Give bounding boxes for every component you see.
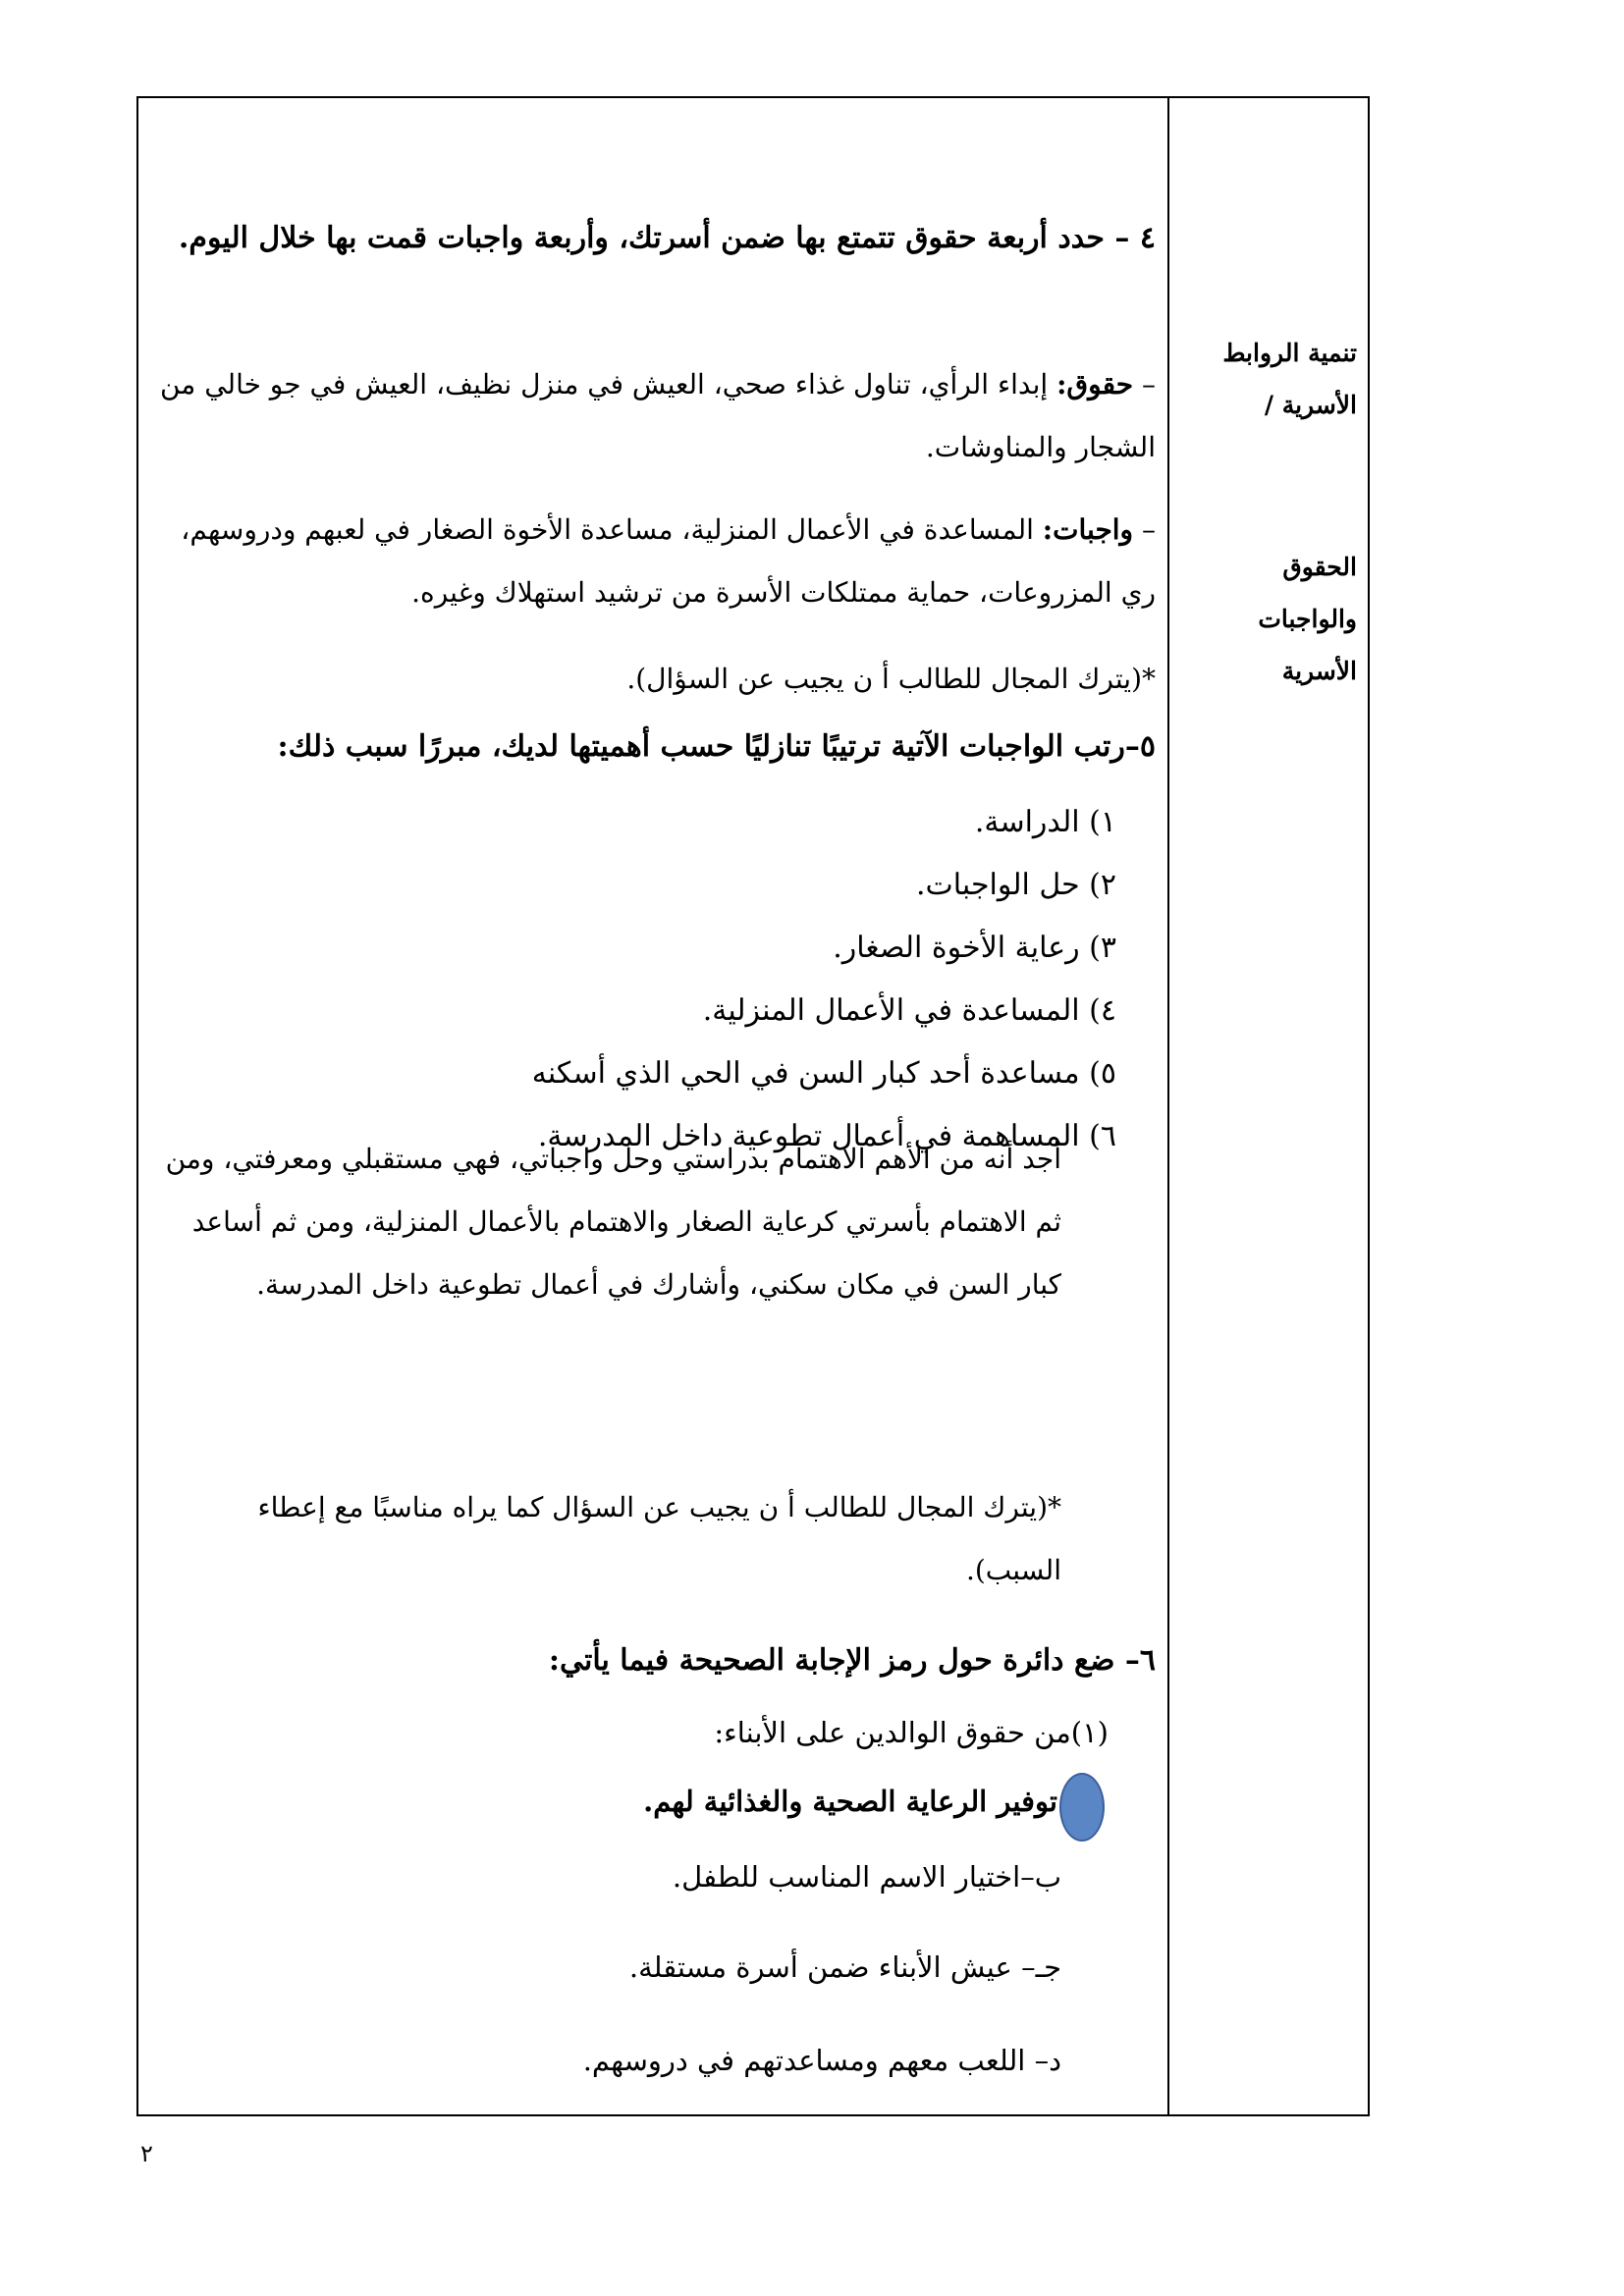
list-item: ٥) مساعدة أحد كبار السن في الحي الذي أسكنه [531, 1056, 1116, 1091]
subtopic-line: الأسرية [1281, 657, 1357, 685]
dash-marker: – [1133, 368, 1156, 400]
rights-text: إبداء الرأي، تناول غذاء صحي، العيش في منزل نظيف، العيش في جو خالي من الشجار والمناوشات. [159, 368, 1156, 463]
subtopic-line: والواجبات [1258, 605, 1357, 633]
option-d: د– اللعب معهم ومساعدتهم في دروسهم. [582, 2044, 1061, 2077]
q5-answer: أجد أنه من الأهم الاهتمام بدراستي وحل واجباتي، فهي مستقبلي ومعرفتي، ومن ثم الاهتمام بأسرتي كرعاية الصغار والاهتمام بالأعمال المنزلية، ومن ثم أساعد كبار السن في مكان سكني، وأشارك في أعمال تطوعية داخل المدرسة. [165, 1143, 1061, 1301]
list-item: ٢) حل الواجبات. [916, 868, 1116, 902]
topic-column [1171, 98, 1368, 2114]
answer-column [158, 98, 1156, 2114]
duties-text: المساعدة في الأعمال المنزلية، مساعدة الأخوة الصغار في لعبهم ودروسهم، ري المزروعات، حماية ممتلكات الأسرة من ترشيد استهلاك وغيره. [181, 513, 1156, 609]
list-item: ٤) المساعدة في الأعمال المنزلية. [702, 993, 1116, 1028]
list-item: ٣) رعاية الأخوة الصغار. [833, 931, 1116, 965]
q4-note: *(يترك المجال للطالب أ ن يجيب عن السؤال). [626, 663, 1156, 695]
option-a: توفير الرعاية الصحية والغذائية لهم. [643, 1785, 1057, 1818]
question-5-heading: ٥–رتب الواجبات الآتية ترتيبًا تنازليًا حسب أهميتها لديك، مبررًا سبب ذلك: [277, 729, 1156, 764]
dash-marker: – [1133, 513, 1156, 546]
option-c: جـ– عيش الأبناء ضمن أسرة مستقلة. [628, 1950, 1061, 1984]
q4-duties-paragraph [158, 499, 1156, 624]
topic-line: الأسرية / [1264, 391, 1357, 419]
list-item: ١) الدراسة. [974, 805, 1116, 839]
q6-stem: (١)من حقوق الوالدين على الأبناء: [714, 1716, 1109, 1749]
question-4-heading: ٤ – حدد أربعة حقوق تتمتع بها ضمن أسرتك، وأربعة واجبات قمت بها خلال اليوم. [178, 221, 1156, 255]
subtopic-line: الحقوق [1282, 553, 1357, 581]
q5-note: *(يترك المجال للطالب أ ن يجيب عن السؤال كما يراه مناسبًا مع إعطاء السبب). [257, 1491, 1061, 1586]
duties-label: واجبات: [1042, 513, 1134, 546]
answer-circle-marker [1059, 1773, 1105, 1842]
q4-rights-paragraph [158, 353, 1156, 479]
topic-line: تنمية الروابط [1222, 339, 1357, 367]
list-item: ٦) المساهمة في أعمال تطوعية داخل المدرسة. [537, 1119, 1116, 1153]
option-b: ب–اختيار الاسم المناسب للطفل. [672, 1860, 1061, 1894]
subtopic-title [1170, 541, 1357, 697]
q5-duties-list [532, 791, 1116, 1168]
page-number: ٢ [140, 2140, 153, 2167]
question-6-heading: ٦– ضع دائرة حول رمز الإجابة الصحيحة فيما يأتي: [548, 1643, 1156, 1678]
content-table [136, 96, 1370, 2116]
topic-title [1170, 327, 1357, 431]
column-divider [1167, 98, 1169, 2114]
rights-label: حقوق: [1056, 368, 1134, 400]
